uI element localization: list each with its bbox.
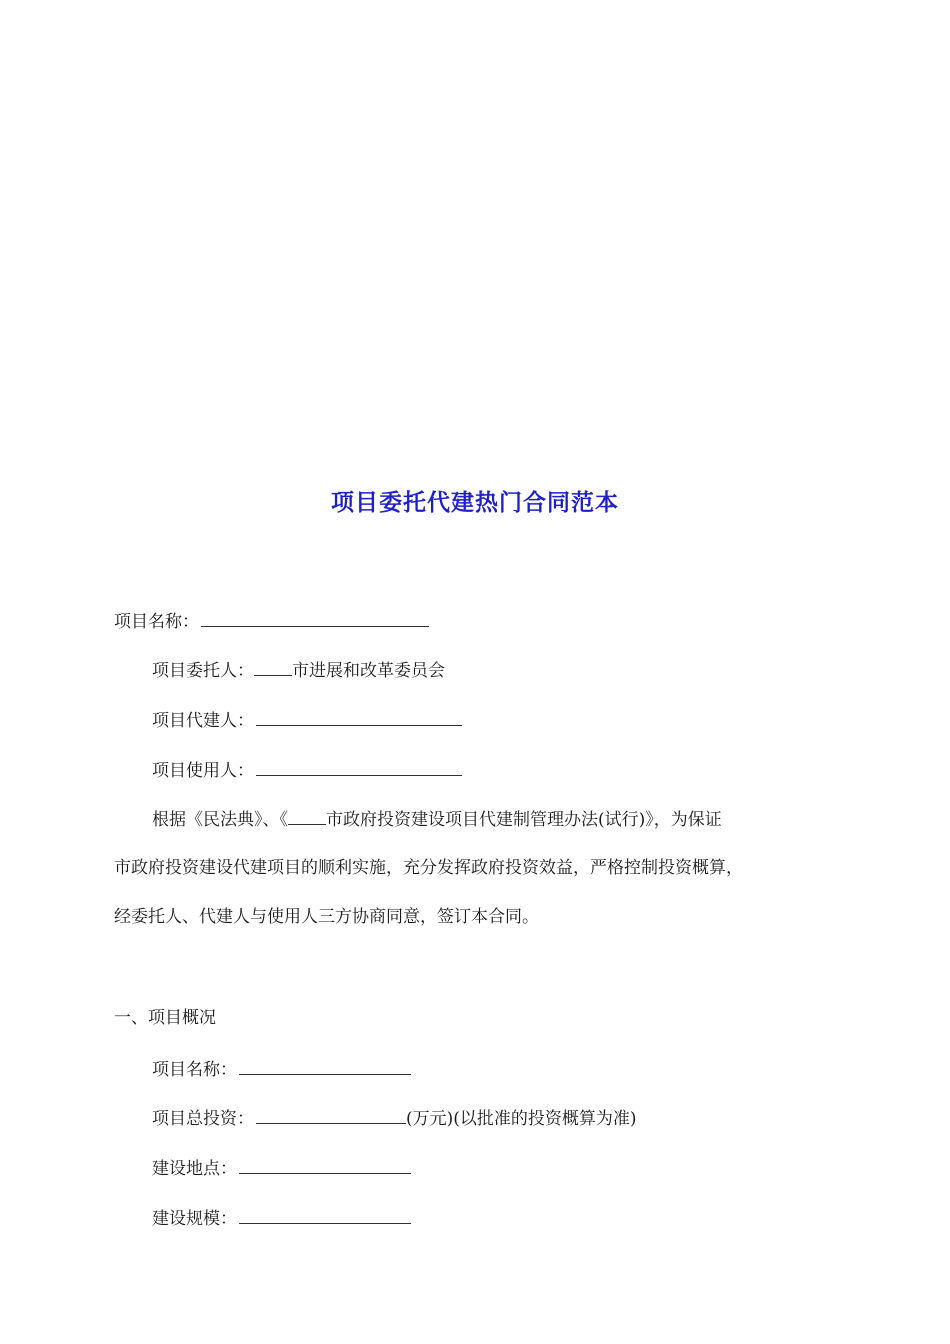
section1-location-blank	[239, 1155, 411, 1174]
principal-city-blank	[254, 657, 292, 676]
project-name-label: 项目名称：	[114, 612, 199, 632]
section1-location-label: 建设地点：	[152, 1159, 237, 1179]
principal-label: 项目委托人：	[152, 661, 254, 681]
agent-field	[152, 707, 462, 733]
preamble-line-1	[152, 806, 722, 832]
user-field	[152, 757, 462, 783]
document-title: 项目委托代建热门合同范本	[331, 490, 619, 516]
section-1-heading: 一、项目概况	[114, 1008, 216, 1028]
section1-investment-suffix: (万元)(以批准的投资概算为准)	[406, 1109, 637, 1129]
section1-name-blank	[239, 1056, 411, 1075]
section1-name-label: 项目名称：	[152, 1060, 237, 1080]
user-blank	[256, 757, 462, 776]
section1-investment-label: 项目总投资：	[152, 1109, 254, 1129]
project-name-blank	[201, 608, 429, 627]
preamble-line-2: 市政府投资建设代建项目的顺利实施，充分发挥政府投资效益，严格控制投资概算，	[114, 858, 743, 878]
preamble-line1-b: 市政府投资建设项目代建制管理办法(试行)》，为保证	[326, 810, 722, 830]
principal-field	[152, 657, 445, 683]
project-name-field	[114, 608, 429, 634]
section1-scale-field	[152, 1205, 411, 1231]
section1-investment-field	[152, 1105, 637, 1131]
agent-blank	[256, 707, 462, 726]
section1-location-field	[152, 1155, 411, 1181]
principal-suffix: 市进展和改革委员会	[292, 661, 445, 681]
preamble-line-3: 经委托人、代建人与使用人三方协商同意，签订本合同。	[114, 907, 539, 927]
section1-name-field	[152, 1056, 411, 1082]
section1-investment-blank	[256, 1105, 406, 1124]
preamble-city-blank	[288, 806, 326, 825]
user-label: 项目使用人：	[152, 761, 254, 781]
section1-scale-label: 建设规模：	[152, 1209, 237, 1229]
preamble-line1-a: 根据《民法典》、《	[152, 810, 288, 830]
agent-label: 项目代建人：	[152, 711, 254, 731]
section1-scale-blank	[239, 1205, 411, 1224]
